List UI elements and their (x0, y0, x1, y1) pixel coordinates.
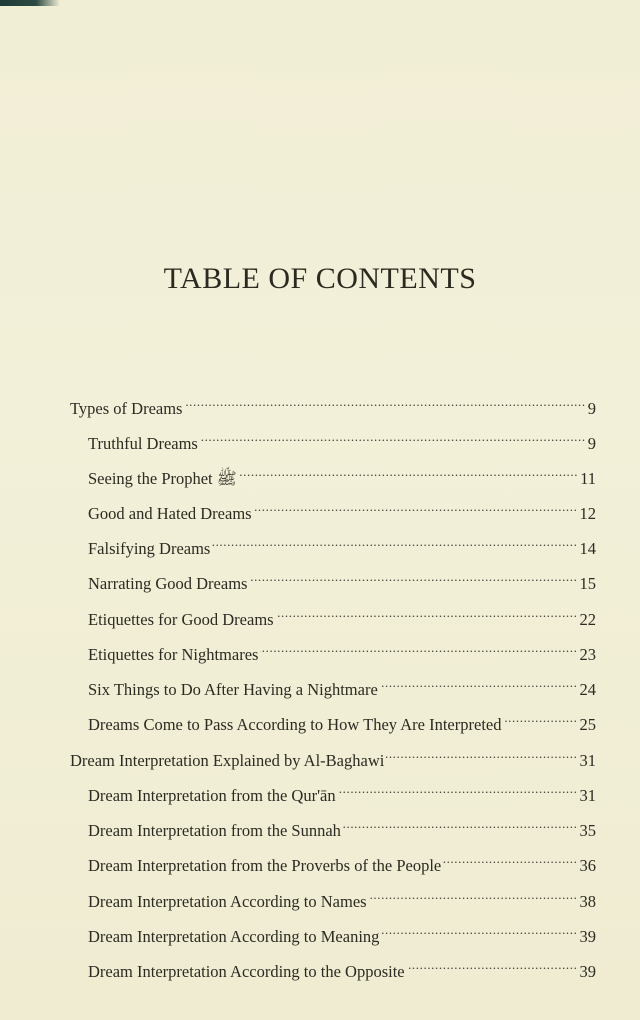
toc-entry[interactable] (70, 390, 596, 418)
toc-entry[interactable] (88, 460, 596, 488)
toc-entry-page-number: 39 (579, 962, 596, 981)
dot-leader (249, 565, 577, 589)
toc-entry[interactable] (88, 636, 596, 664)
toc-entry-page-number: 12 (579, 504, 596, 523)
dot-leader (369, 883, 578, 907)
toc-entry-label: Dream Interpretation from the Qur'ān (88, 786, 336, 805)
toc-entry-page-number: 22 (579, 610, 596, 629)
dot-leader (338, 777, 578, 801)
toc-entry-label: Dream Interpretation Explained by Al-Baghawi (70, 751, 385, 770)
toc-entry-label: Dream Interpretation According to Names (88, 892, 367, 911)
toc-entry[interactable] (88, 565, 596, 593)
toc-entry[interactable] (88, 530, 596, 558)
toc-entry-page-number: 9 (587, 434, 596, 453)
toc-entry-label: Falsifying Dreams (88, 539, 211, 558)
toc-entry[interactable] (88, 812, 596, 840)
dot-leader (343, 812, 578, 836)
toc-entry-label: Dream Interpretation from the Sunnah (88, 821, 341, 840)
toc-entry-label: Etiquettes for Good Dreams (88, 610, 274, 629)
toc-entry[interactable] (88, 847, 596, 875)
toc-entry-page-number: 23 (579, 645, 596, 664)
toc-entry-page-number: 9 (587, 399, 596, 418)
toc-entry-page-number: 25 (579, 715, 596, 734)
dot-leader (407, 953, 578, 977)
toc-entry[interactable] (88, 918, 596, 946)
toc-entry-label: Types of Dreams (70, 399, 183, 418)
toc-entry-label: Truthful Dreams (88, 434, 198, 453)
toc-entry[interactable] (88, 425, 596, 453)
dot-leader (200, 425, 586, 449)
toc-entry-page-number: 24 (579, 680, 596, 699)
dot-leader (212, 530, 577, 554)
toc-entry-label: Good and Hated Dreams (88, 504, 252, 523)
toc-entry-page-number: 39 (579, 927, 596, 946)
toc-entry[interactable] (88, 706, 596, 734)
toc-entry-label: Dreams Come to Pass According to How They Are Interpreted (88, 715, 502, 734)
toc-entry-page-number: 14 (579, 539, 596, 558)
toc-entry[interactable] (88, 671, 596, 699)
dot-leader (239, 460, 578, 484)
dot-leader (276, 601, 578, 625)
toc-entry[interactable] (88, 953, 596, 981)
toc-entry-page-number: 31 (579, 786, 596, 805)
toc-entry-page-number: 36 (579, 856, 596, 875)
toc-entry[interactable] (70, 742, 596, 770)
dot-leader (443, 847, 577, 871)
page-title: TABLE OF CONTENTS (163, 262, 477, 295)
toc-entry-page-number: 38 (579, 892, 596, 911)
cover-edge-shadow (0, 0, 60, 6)
dot-leader (380, 671, 578, 695)
dot-leader (386, 742, 577, 766)
toc-entry-page-number: 35 (579, 821, 596, 840)
toc-entry-label: Dream Interpretation According to the Opposite (88, 962, 405, 981)
toc-entry-page-number: 31 (579, 751, 596, 770)
toc-entry-label: Etiquettes for Nightmares (88, 645, 259, 664)
toc-entry[interactable] (88, 777, 596, 805)
toc-entry-page-number: 11 (580, 469, 596, 488)
toc-entry-label: Six Things to Do After Having a Nightmare (88, 680, 378, 699)
toc-entry-label: Dream Interpretation According to Meaning (88, 927, 380, 946)
toc-entry-label: Dream Interpretation from the Proverbs of the People (88, 856, 442, 875)
toc-entry-label: Narrating Good Dreams (88, 574, 248, 593)
toc-entry-label: Seeing the Prophet ﷺ (88, 469, 237, 488)
toc-entry[interactable] (88, 883, 596, 911)
toc-entry-page-number: 15 (579, 574, 596, 593)
toc-entry[interactable] (88, 495, 596, 523)
dot-leader (381, 918, 577, 942)
dot-leader (184, 390, 585, 414)
dot-leader (260, 636, 577, 660)
toc-entry[interactable] (88, 601, 596, 629)
dot-leader (503, 706, 577, 730)
dot-leader (254, 495, 578, 519)
